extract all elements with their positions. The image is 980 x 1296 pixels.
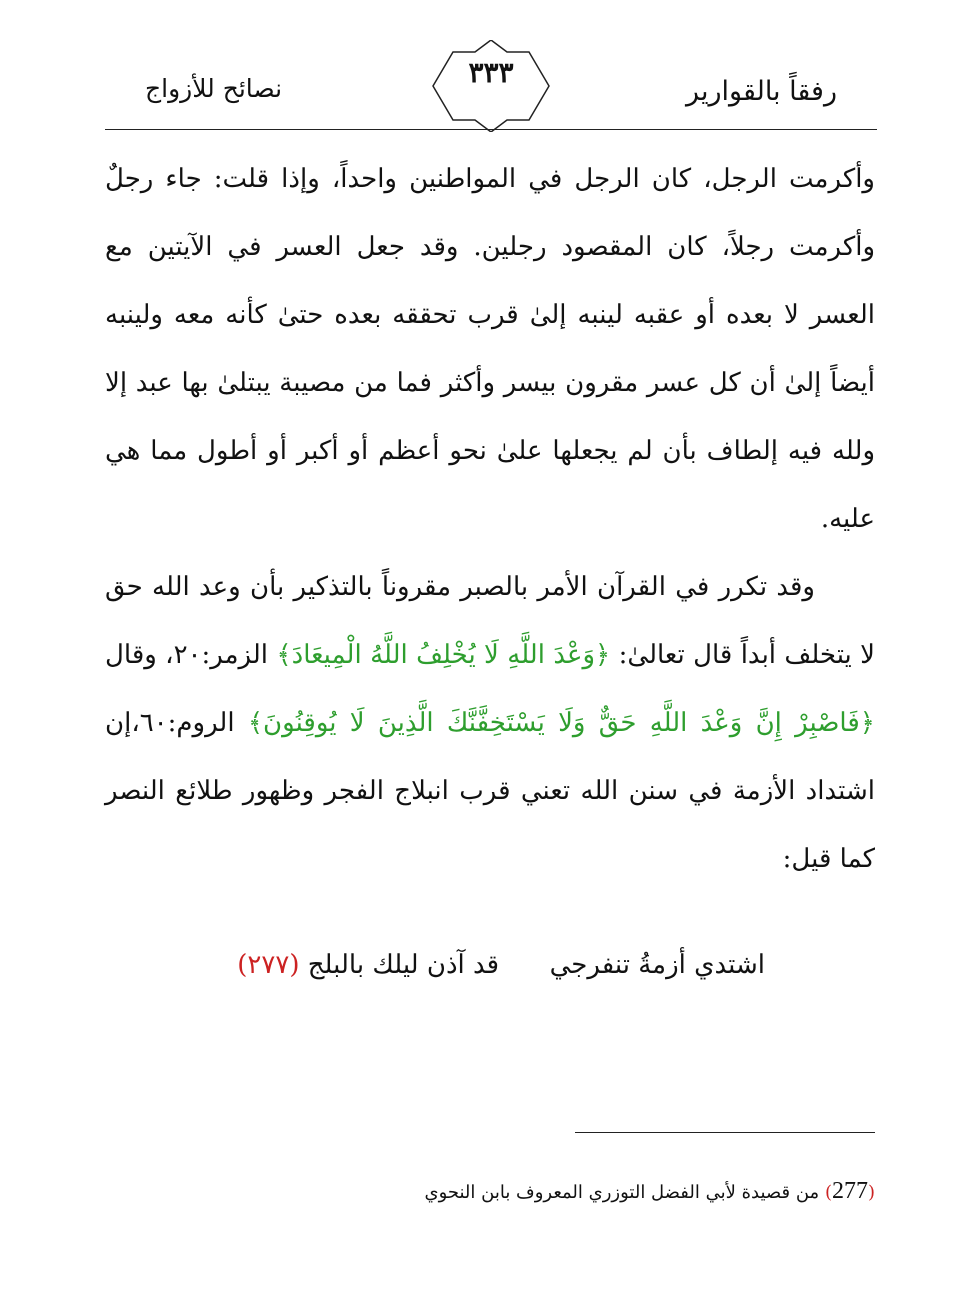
page-header <box>105 40 877 132</box>
main-text <box>105 145 875 893</box>
footnote <box>105 1178 875 1205</box>
book-title: رفقاً بالقوارير <box>686 76 837 107</box>
page-number: ٣٣٣ <box>468 56 514 89</box>
footnote-text: من قصيدة لأبي الفضل التوزري المعروف بابن النحوي <box>424 1182 820 1203</box>
section-title: نصائح للأزواج <box>145 74 283 103</box>
footnote-number: 277 <box>831 1178 868 1204</box>
verse-second-hemistich: قد آذن ليلك بالبلج <box>307 950 500 980</box>
page-number-badge <box>431 40 551 132</box>
paragraph-1: وأكرمت الرجل، كان الرجل في المواطنين واحداً، وإذا قلت: جاء رجلٌ وأكرمت رجلاً، كان المقصود رجلين. وقد جعل العسر في الآيتين مع العسر لا بعده أو عقبه لينبه إلىٰ قرب تحققه بعده حتىٰ كأنه معه ولينبه أيضاً إلىٰ أن كل عسر مقرون بيسر وأكثر فما من مصيبة يبتلىٰ بها عبد إلا ولله فيه إلطاف بأن لم يجعلها علىٰ نحو أعظم أو أكبر أو أطول مما هي عليه. <box>105 164 875 534</box>
footnote-open-paren: ( <box>867 1182 875 1203</box>
quran-verse-zumar: ﴿وَعْدَ اللَّهِ لَا يُخْلِفُ اللَّهُ الْمِيعَادَ﴾ <box>276 640 611 670</box>
paragraph-2-end: الروم:٦٠،إن اشتداد الأزمة في سنن الله تعني قرب انبلاج الفجر وظهور طلائع النصر كما قيل: <box>105 708 875 874</box>
footnote-reference[interactable]: (٢٧٧) <box>237 950 300 980</box>
footnote-divider <box>575 1132 875 1133</box>
verse-first-hemistich: اشتدي أزمةُ تنفرجي <box>549 950 765 980</box>
paragraph-2-start: وقد تكرر في القرآن الأمر بالصبر مقروناً بالتذكير بأن وعد الله حق لا يتخلف أبداً قال تعالىٰ: <box>105 572 875 670</box>
quran-verse-rum: ﴿فَاصْبِرْ إِنَّ وَعْدَ اللَّهِ حَقٌّ وَلَا يَسْتَخِفَّنَّكَ الَّذِينَ لَا يُوقِنُونَ﴾ <box>247 708 875 738</box>
paragraph-2-mid: الزمر:٢٠، وقال <box>105 640 277 670</box>
header-divider <box>105 129 877 130</box>
paragraph-2 <box>105 553 875 893</box>
footnote-close-paren: ) <box>824 1182 832 1203</box>
poetry-verse <box>105 940 875 990</box>
